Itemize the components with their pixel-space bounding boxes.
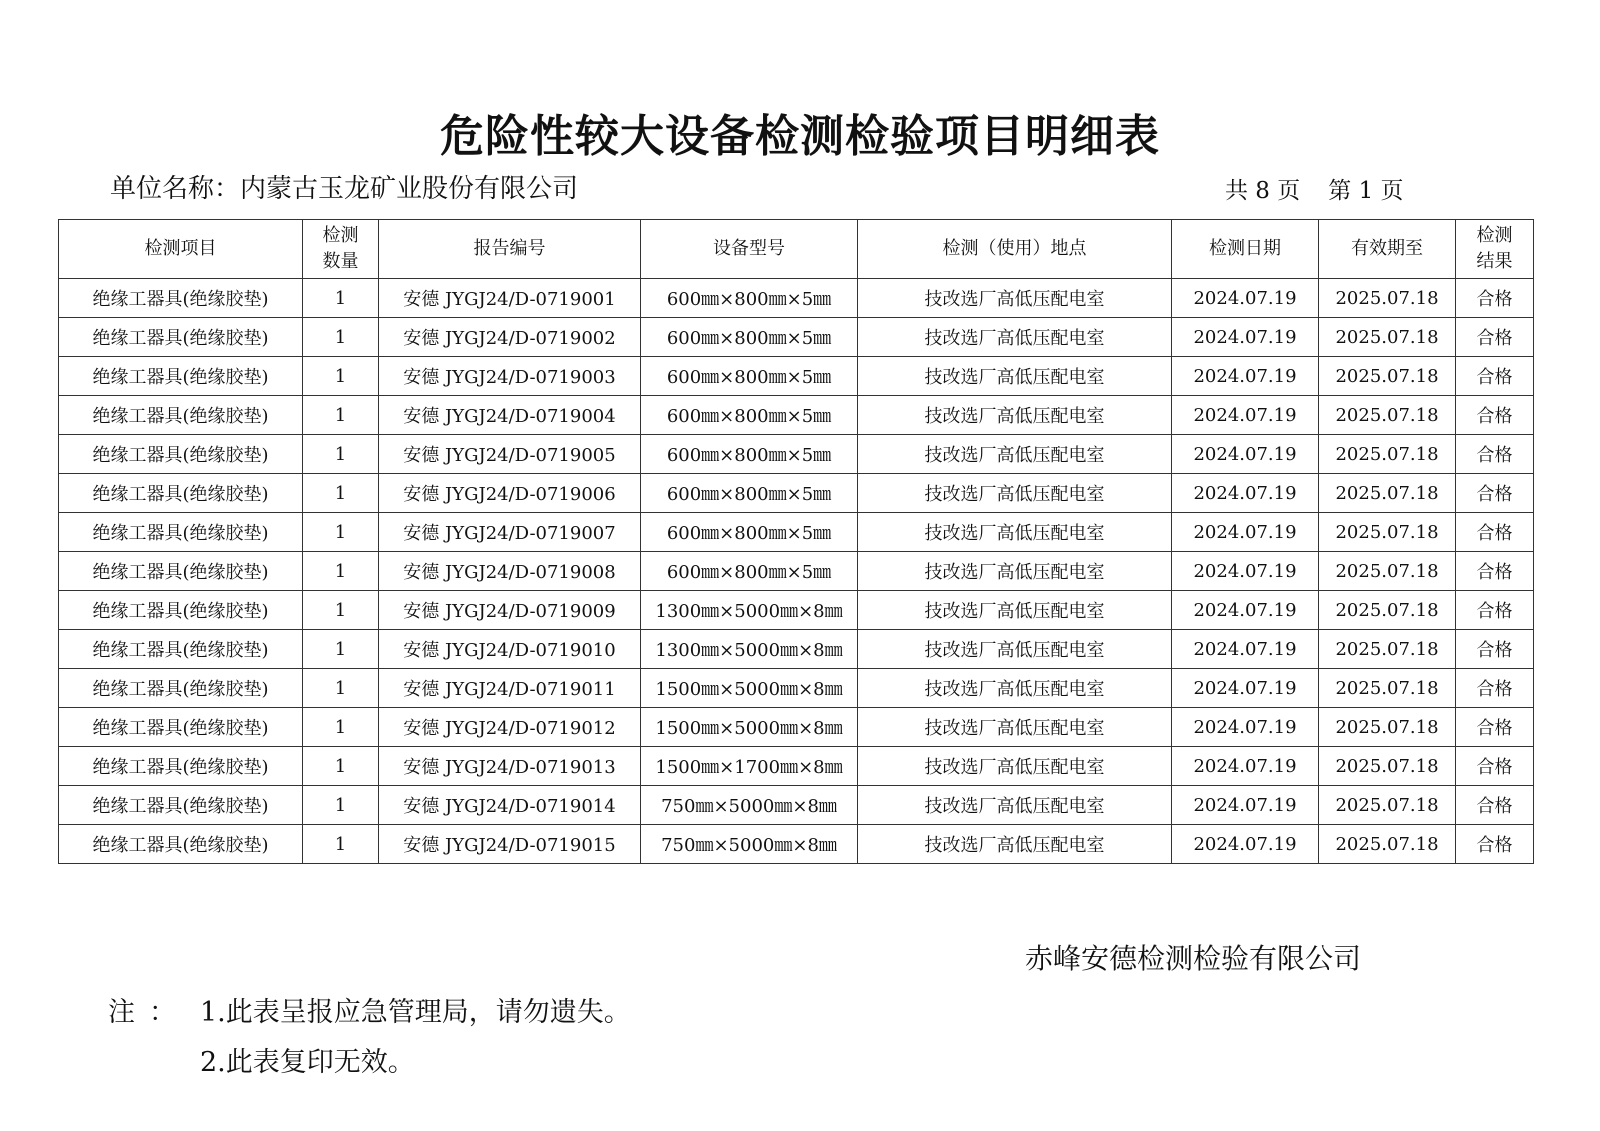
cell-valid-until: 2025.07.18 bbox=[1319, 474, 1456, 513]
table-row bbox=[59, 513, 1534, 552]
table-row bbox=[59, 747, 1534, 786]
cell-qty: 1 bbox=[303, 786, 379, 825]
cell-model: 600㎜×800㎜×5㎜ bbox=[641, 279, 858, 318]
cell-result: 合格 bbox=[1456, 552, 1534, 591]
header-report-no: 报告编号 bbox=[379, 220, 641, 279]
cell-result: 合格 bbox=[1456, 474, 1534, 513]
cell-valid-until: 2025.07.18 bbox=[1319, 669, 1456, 708]
cell-location: 技改选厂高低压配电室 bbox=[858, 396, 1172, 435]
document-title: 危险性较大设备检测检验项目明细表 bbox=[440, 111, 1160, 162]
cell-item: 绝缘工器具(绝缘胶垫) bbox=[59, 396, 303, 435]
cell-report-no: 安德 JYGJ24/D-0719007 bbox=[379, 513, 641, 552]
cell-item: 绝缘工器具(绝缘胶垫) bbox=[59, 357, 303, 396]
notes-label: 注： bbox=[108, 997, 190, 1028]
cell-report-no: 安德 JYGJ24/D-0719010 bbox=[379, 630, 641, 669]
cell-result: 合格 bbox=[1456, 591, 1534, 630]
cell-report-no: 安德 JYGJ24/D-0719014 bbox=[379, 786, 641, 825]
cell-model: 1500㎜×1700㎜×8㎜ bbox=[641, 747, 858, 786]
table-row bbox=[59, 279, 1534, 318]
table-row bbox=[59, 435, 1534, 474]
cell-item: 绝缘工器具(绝缘胶垫) bbox=[59, 513, 303, 552]
table-row bbox=[59, 786, 1534, 825]
cell-result: 合格 bbox=[1456, 396, 1534, 435]
table-row bbox=[59, 630, 1534, 669]
cell-report-no: 安德 JYGJ24/D-0719009 bbox=[379, 591, 641, 630]
cell-result: 合格 bbox=[1456, 747, 1534, 786]
cell-test-date: 2024.07.19 bbox=[1172, 318, 1319, 357]
header-item: 检测项目 bbox=[59, 220, 303, 279]
cell-test-date: 2024.07.19 bbox=[1172, 513, 1319, 552]
cell-test-date: 2024.07.19 bbox=[1172, 708, 1319, 747]
cell-qty: 1 bbox=[303, 669, 379, 708]
cell-test-date: 2024.07.19 bbox=[1172, 357, 1319, 396]
cell-report-no: 安德 JYGJ24/D-0719001 bbox=[379, 279, 641, 318]
cell-test-date: 2024.07.19 bbox=[1172, 747, 1319, 786]
cell-report-no: 安德 JYGJ24/D-0719011 bbox=[379, 669, 641, 708]
cell-model: 1500㎜×5000㎜×8㎜ bbox=[641, 669, 858, 708]
cell-valid-until: 2025.07.18 bbox=[1319, 552, 1456, 591]
cell-test-date: 2024.07.19 bbox=[1172, 552, 1319, 591]
unit-label: 单位名称： bbox=[110, 174, 241, 204]
header-qty-line2: 数量 bbox=[322, 251, 359, 272]
cell-location: 技改选厂高低压配电室 bbox=[858, 357, 1172, 396]
cell-test-date: 2024.07.19 bbox=[1172, 669, 1319, 708]
cell-result: 合格 bbox=[1456, 630, 1534, 669]
cell-item: 绝缘工器具(绝缘胶垫) bbox=[59, 552, 303, 591]
cell-model: 600㎜×800㎜×5㎜ bbox=[641, 435, 858, 474]
header-result-line2: 结果 bbox=[1476, 251, 1513, 272]
cell-item: 绝缘工器具(绝缘胶垫) bbox=[59, 435, 303, 474]
cell-qty: 1 bbox=[303, 435, 379, 474]
cell-model: 750㎜×5000㎜×8㎜ bbox=[641, 825, 858, 864]
cell-test-date: 2024.07.19 bbox=[1172, 591, 1319, 630]
header-test-date: 检测日期 bbox=[1172, 220, 1319, 279]
cell-test-date: 2024.07.19 bbox=[1172, 630, 1319, 669]
cell-valid-until: 2025.07.18 bbox=[1319, 279, 1456, 318]
note-item-1: 1.此表呈报应急管理局，请勿遗失。 bbox=[200, 997, 631, 1028]
issuing-company: 赤峰安德检测检验有限公司 bbox=[1025, 942, 1362, 975]
cell-model: 600㎜×800㎜×5㎜ bbox=[641, 357, 858, 396]
cell-test-date: 2024.07.19 bbox=[1172, 786, 1319, 825]
cell-location: 技改选厂高低压配电室 bbox=[858, 474, 1172, 513]
table-row bbox=[59, 669, 1534, 708]
header-model: 设备型号 bbox=[641, 220, 858, 279]
cell-result: 合格 bbox=[1456, 786, 1534, 825]
cell-item: 绝缘工器具(绝缘胶垫) bbox=[59, 747, 303, 786]
cell-location: 技改选厂高低压配电室 bbox=[858, 669, 1172, 708]
cell-result: 合格 bbox=[1456, 357, 1534, 396]
cell-valid-until: 2025.07.18 bbox=[1319, 357, 1456, 396]
cell-qty: 1 bbox=[303, 318, 379, 357]
page-current: 第 1 页 bbox=[1328, 178, 1404, 204]
cell-result: 合格 bbox=[1456, 279, 1534, 318]
header-result bbox=[1456, 220, 1534, 279]
cell-item: 绝缘工器具(绝缘胶垫) bbox=[59, 279, 303, 318]
cell-report-no: 安德 JYGJ24/D-0719008 bbox=[379, 552, 641, 591]
cell-item: 绝缘工器具(绝缘胶垫) bbox=[59, 708, 303, 747]
cell-result: 合格 bbox=[1456, 435, 1534, 474]
cell-qty: 1 bbox=[303, 825, 379, 864]
cell-test-date: 2024.07.19 bbox=[1172, 474, 1319, 513]
cell-test-date: 2024.07.19 bbox=[1172, 435, 1319, 474]
cell-item: 绝缘工器具(绝缘胶垫) bbox=[59, 669, 303, 708]
cell-valid-until: 2025.07.18 bbox=[1319, 825, 1456, 864]
cell-valid-until: 2025.07.18 bbox=[1319, 318, 1456, 357]
table-row bbox=[59, 318, 1534, 357]
page-info bbox=[1225, 172, 1404, 205]
header-result-line1: 检测 bbox=[1476, 225, 1513, 246]
cell-test-date: 2024.07.19 bbox=[1172, 279, 1319, 318]
cell-location: 技改选厂高低压配电室 bbox=[858, 825, 1172, 864]
cell-item: 绝缘工器具(绝缘胶垫) bbox=[59, 591, 303, 630]
cell-report-no: 安德 JYGJ24/D-0719003 bbox=[379, 357, 641, 396]
cell-qty: 1 bbox=[303, 396, 379, 435]
cell-report-no: 安德 JYGJ24/D-0719012 bbox=[379, 708, 641, 747]
table-row bbox=[59, 591, 1534, 630]
cell-model: 1300㎜×5000㎜×8㎜ bbox=[641, 630, 858, 669]
cell-qty: 1 bbox=[303, 630, 379, 669]
cell-report-no: 安德 JYGJ24/D-0719002 bbox=[379, 318, 641, 357]
cell-location: 技改选厂高低压配电室 bbox=[858, 747, 1172, 786]
header-qty bbox=[303, 220, 379, 279]
cell-result: 合格 bbox=[1456, 825, 1534, 864]
cell-item: 绝缘工器具(绝缘胶垫) bbox=[59, 318, 303, 357]
cell-location: 技改选厂高低压配电室 bbox=[858, 786, 1172, 825]
cell-model: 750㎜×5000㎜×8㎜ bbox=[641, 786, 858, 825]
cell-location: 技改选厂高低压配电室 bbox=[858, 591, 1172, 630]
cell-qty: 1 bbox=[303, 708, 379, 747]
cell-valid-until: 2025.07.18 bbox=[1319, 591, 1456, 630]
cell-model: 1500㎜×5000㎜×8㎜ bbox=[641, 708, 858, 747]
cell-qty: 1 bbox=[303, 357, 379, 396]
cell-model: 600㎜×800㎜×5㎜ bbox=[641, 474, 858, 513]
unit-line bbox=[110, 168, 578, 205]
cell-item: 绝缘工器具(绝缘胶垫) bbox=[59, 474, 303, 513]
cell-report-no: 安德 JYGJ24/D-0719005 bbox=[379, 435, 641, 474]
table-row bbox=[59, 552, 1534, 591]
cell-model: 600㎜×800㎜×5㎜ bbox=[641, 318, 858, 357]
cell-location: 技改选厂高低压配电室 bbox=[858, 630, 1172, 669]
cell-result: 合格 bbox=[1456, 708, 1534, 747]
header-valid-until: 有效期至 bbox=[1319, 220, 1456, 279]
cell-item: 绝缘工器具(绝缘胶垫) bbox=[59, 786, 303, 825]
cell-qty: 1 bbox=[303, 591, 379, 630]
cell-location: 技改选厂高低压配电室 bbox=[858, 279, 1172, 318]
cell-item: 绝缘工器具(绝缘胶垫) bbox=[59, 630, 303, 669]
cell-location: 技改选厂高低压配电室 bbox=[858, 435, 1172, 474]
table-row bbox=[59, 708, 1534, 747]
cell-report-no: 安德 JYGJ24/D-0719004 bbox=[379, 396, 641, 435]
table-row bbox=[59, 474, 1534, 513]
cell-model: 1300㎜×5000㎜×8㎜ bbox=[641, 591, 858, 630]
cell-model: 600㎜×800㎜×5㎜ bbox=[641, 552, 858, 591]
cell-valid-until: 2025.07.18 bbox=[1319, 708, 1456, 747]
cell-result: 合格 bbox=[1456, 318, 1534, 357]
cell-qty: 1 bbox=[303, 747, 379, 786]
cell-result: 合格 bbox=[1456, 669, 1534, 708]
cell-location: 技改选厂高低压配电室 bbox=[858, 513, 1172, 552]
table-row bbox=[59, 825, 1534, 864]
cell-test-date: 2024.07.19 bbox=[1172, 396, 1319, 435]
cell-model: 600㎜×800㎜×5㎜ bbox=[641, 513, 858, 552]
cell-valid-until: 2025.07.18 bbox=[1319, 396, 1456, 435]
cell-location: 技改选厂高低压配电室 bbox=[858, 552, 1172, 591]
cell-report-no: 安德 JYGJ24/D-0719015 bbox=[379, 825, 641, 864]
cell-result: 合格 bbox=[1456, 513, 1534, 552]
cell-model: 600㎜×800㎜×5㎜ bbox=[641, 396, 858, 435]
inspection-detail-table bbox=[58, 219, 1534, 864]
header-location: 检测（使用）地点 bbox=[858, 220, 1172, 279]
cell-valid-until: 2025.07.18 bbox=[1319, 747, 1456, 786]
note-item-2: 2.此表复印无效。 bbox=[200, 1047, 415, 1078]
cell-report-no: 安德 JYGJ24/D-0719006 bbox=[379, 474, 641, 513]
cell-valid-until: 2025.07.18 bbox=[1319, 786, 1456, 825]
cell-report-no: 安德 JYGJ24/D-0719013 bbox=[379, 747, 641, 786]
cell-item: 绝缘工器具(绝缘胶垫) bbox=[59, 825, 303, 864]
cell-location: 技改选厂高低压配电室 bbox=[858, 708, 1172, 747]
cell-test-date: 2024.07.19 bbox=[1172, 825, 1319, 864]
table-row bbox=[59, 357, 1534, 396]
unit-name: 内蒙古玉龙矿业股份有限公司 bbox=[240, 174, 579, 204]
page-total: 共 8 页 bbox=[1225, 178, 1301, 204]
cell-valid-until: 2025.07.18 bbox=[1319, 513, 1456, 552]
header-qty-line1: 检测 bbox=[322, 225, 359, 246]
table-header-row bbox=[59, 220, 1534, 279]
cell-qty: 1 bbox=[303, 513, 379, 552]
cell-location: 技改选厂高低压配电室 bbox=[858, 318, 1172, 357]
cell-valid-until: 2025.07.18 bbox=[1319, 630, 1456, 669]
cell-valid-until: 2025.07.18 bbox=[1319, 435, 1456, 474]
cell-qty: 1 bbox=[303, 552, 379, 591]
table-row bbox=[59, 396, 1534, 435]
cell-qty: 1 bbox=[303, 279, 379, 318]
cell-qty: 1 bbox=[303, 474, 379, 513]
